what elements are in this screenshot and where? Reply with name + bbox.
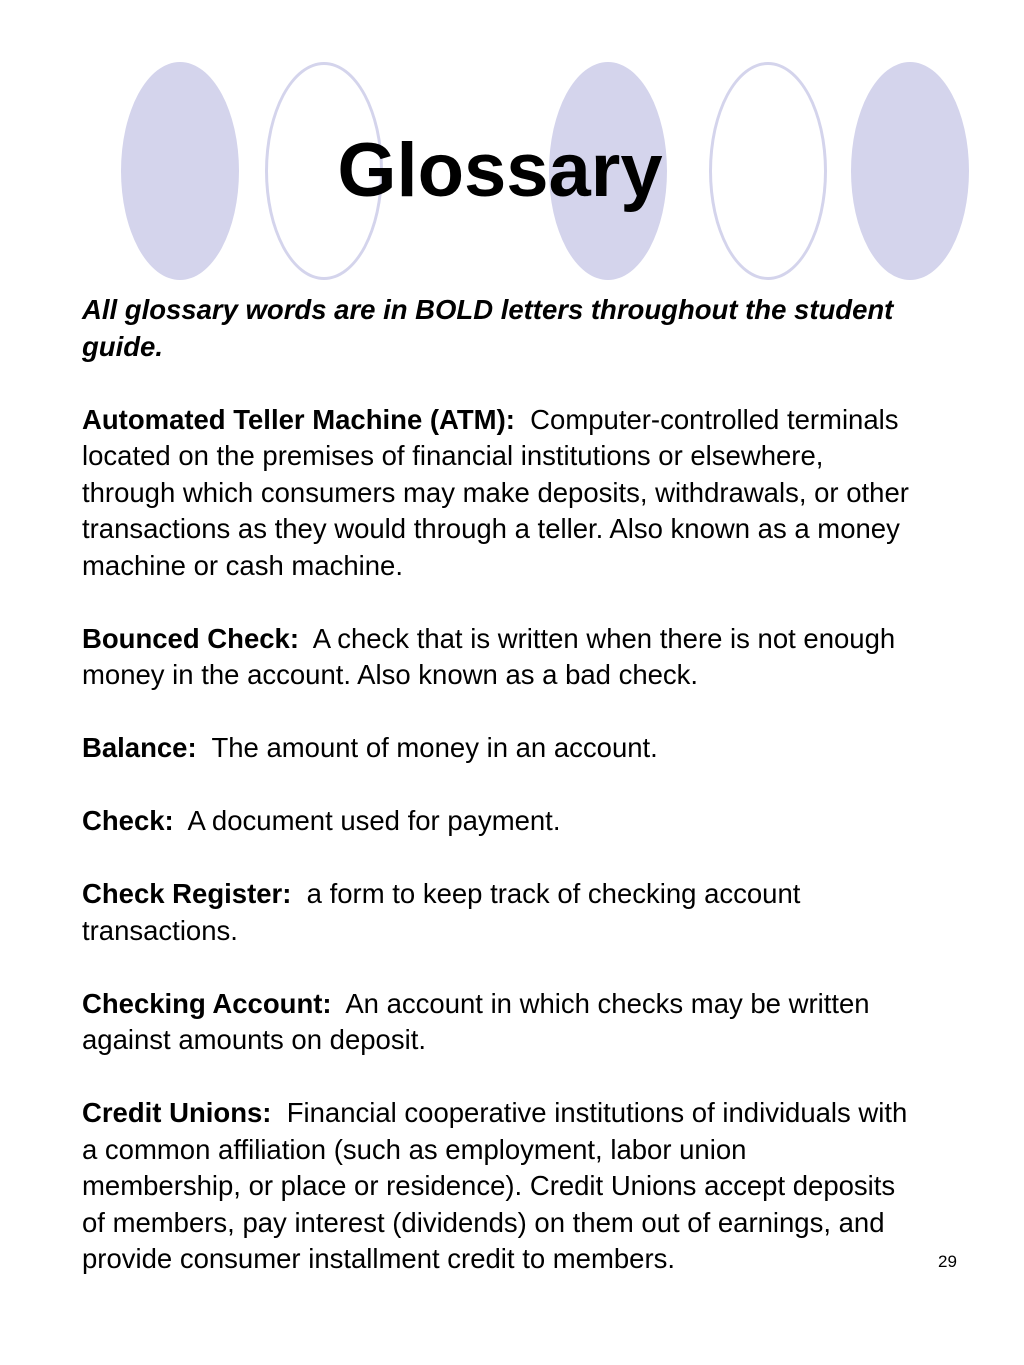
glossary-term: Check:	[82, 805, 174, 836]
glossary-term: Credit Unions:	[82, 1097, 272, 1128]
glossary-definition: Computer-controlled terminals located on the premises of financial institutions or elsewhere, through which consumers may make deposits, withdrawals, or other transactions as they would through a teller. Also known as a money machine or cash machine.	[82, 403, 909, 581]
glossary-entry-check-register	[82, 876, 912, 949]
glossary-entry-checking-account	[82, 986, 912, 1059]
glossary-term: Check Register:	[82, 878, 292, 909]
glossary-definition: The amount of money in an account.	[211, 732, 658, 763]
glossary-term: Automated Teller Machine (ATM):	[82, 403, 515, 435]
glossary-intro: All glossary words are in BOLD letters throughout the student guide.	[82, 294, 894, 362]
glossary-entry-credit-unions	[82, 1095, 912, 1278]
glossary-term: Checking Account:	[82, 987, 332, 1019]
glossary-definition: Financial cooperative institutions of individuals with a common affiliation (such as employment, labor union membership, or place or residence). Credit Unions accept deposits of members, pay interest (dividends) on them out of earnings, and provide consumer installment credit to members.	[82, 1097, 908, 1274]
glossary-definition: A document used for payment.	[187, 805, 561, 836]
glossary-entry-atm	[82, 402, 912, 585]
glossary-entry-check	[82, 803, 912, 840]
glossary-term: Balance:	[82, 732, 197, 763]
glossary-term: Bounced Check:	[82, 622, 299, 654]
glossary-definition: a form to keep track of checking account transactions.	[82, 878, 801, 946]
glossary-definition: An account in which checks may be written against amounts on deposit.	[82, 987, 870, 1055]
glossary-content	[82, 292, 912, 1278]
page-number: 29	[938, 1252, 957, 1271]
page-title: Glossary	[337, 128, 663, 213]
glossary-definition: A check that is written when there is not enough money in the account. Also known as a bad check.	[82, 622, 896, 690]
glossary-entry-bounced-check	[82, 621, 912, 694]
glossary-entry-balance	[82, 730, 912, 767]
